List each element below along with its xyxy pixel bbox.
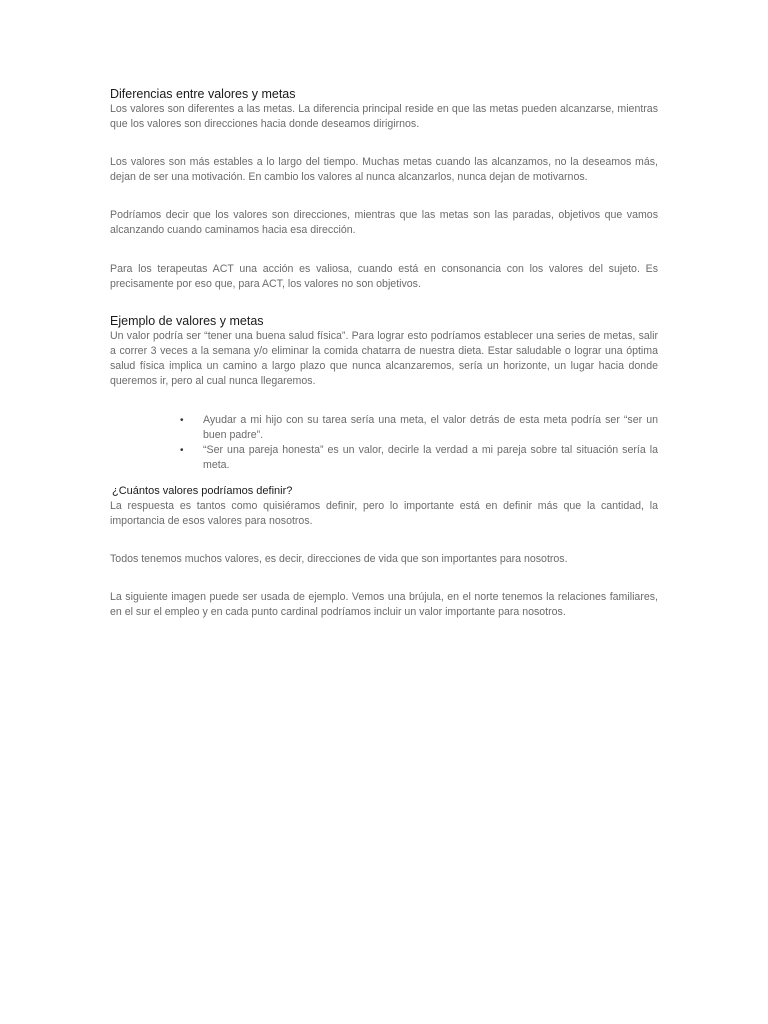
document-page — [110, 86, 658, 620]
section-heading-diferencias: Diferencias entre valores y metas — [110, 87, 296, 101]
paragraph: Un valor podría ser “tener una buena salud física”. Para lograr esto podríamos establecer una series de metas, salir a correr 3 veces a la semana y/o eliminar la comida chatarra de nuestra dieta. Estar saludable o lograr una óptima salud física implica un camino a largo plazo que nunca alcanzaremos, sería un horizonte, un lugar hacia donde queremos ir, pero al cual nunca llegaremos. — [110, 330, 658, 387]
paragraph: Para los terapeutas ACT una acción es valiosa, cuando está en consonancia con los valores del sujeto. Es precisamente por eso que, para ACT, los valores no son objetivos. — [110, 263, 658, 290]
list-item-text: “Ser una pareja honesta” es un valor, decirle la verdad a mi pareja sobre tal situación sería la meta. — [203, 444, 658, 471]
paragraph: Todos tenemos muchos valores, es decir, direcciones de vida que son importantes para nosotros. — [110, 553, 568, 565]
paragraph: La respuesta es tantos como quisiéramos definir, pero lo importante está en definir más que la cantidad, la importancia de esos valores para nosotros. — [110, 500, 658, 527]
section-heading-ejemplo: Ejemplo de valores y metas — [110, 314, 264, 328]
list-item — [180, 413, 658, 443]
paragraph: Podríamos decir que los valores son direcciones, mientras que las metas son las paradas, objetivos que vamos alcanzando cuando caminamos hacia esa dirección. — [110, 209, 658, 236]
bullet-icon: • — [180, 415, 184, 426]
list-item-text: Ayudar a mi hijo con su tarea sería una meta, el valor detrás de esta meta podría ser “ser un buen padre”. — [203, 414, 658, 441]
section-heading-cuantos: ¿Cuántos valores podríamos definir? — [112, 485, 293, 497]
paragraph: Los valores son diferentes a las metas. La diferencia principal reside en que las metas pueden alcanzarse, mientras que los valores son direcciones hacia donde deseamos dirigirnos. — [110, 103, 658, 130]
paragraph: Los valores son más estables a lo largo del tiempo. Muchas metas cuando las alcanzamos, no la deseamos más, dejan de ser una motivación. En cambio los valores al nunca alcanzarlos, nunca dejan de motivarnos. — [110, 156, 658, 183]
bullet-list — [110, 413, 658, 473]
paragraph: La siguiente imagen puede ser usada de ejemplo. Vemos una brújula, en el norte tenemos la relaciones familiares, en el sur el empleo y en cada punto cardinal podríamos incluir un valor importante para nosotros. — [110, 591, 658, 618]
bullet-icon: • — [180, 445, 184, 456]
list-item — [180, 443, 658, 473]
